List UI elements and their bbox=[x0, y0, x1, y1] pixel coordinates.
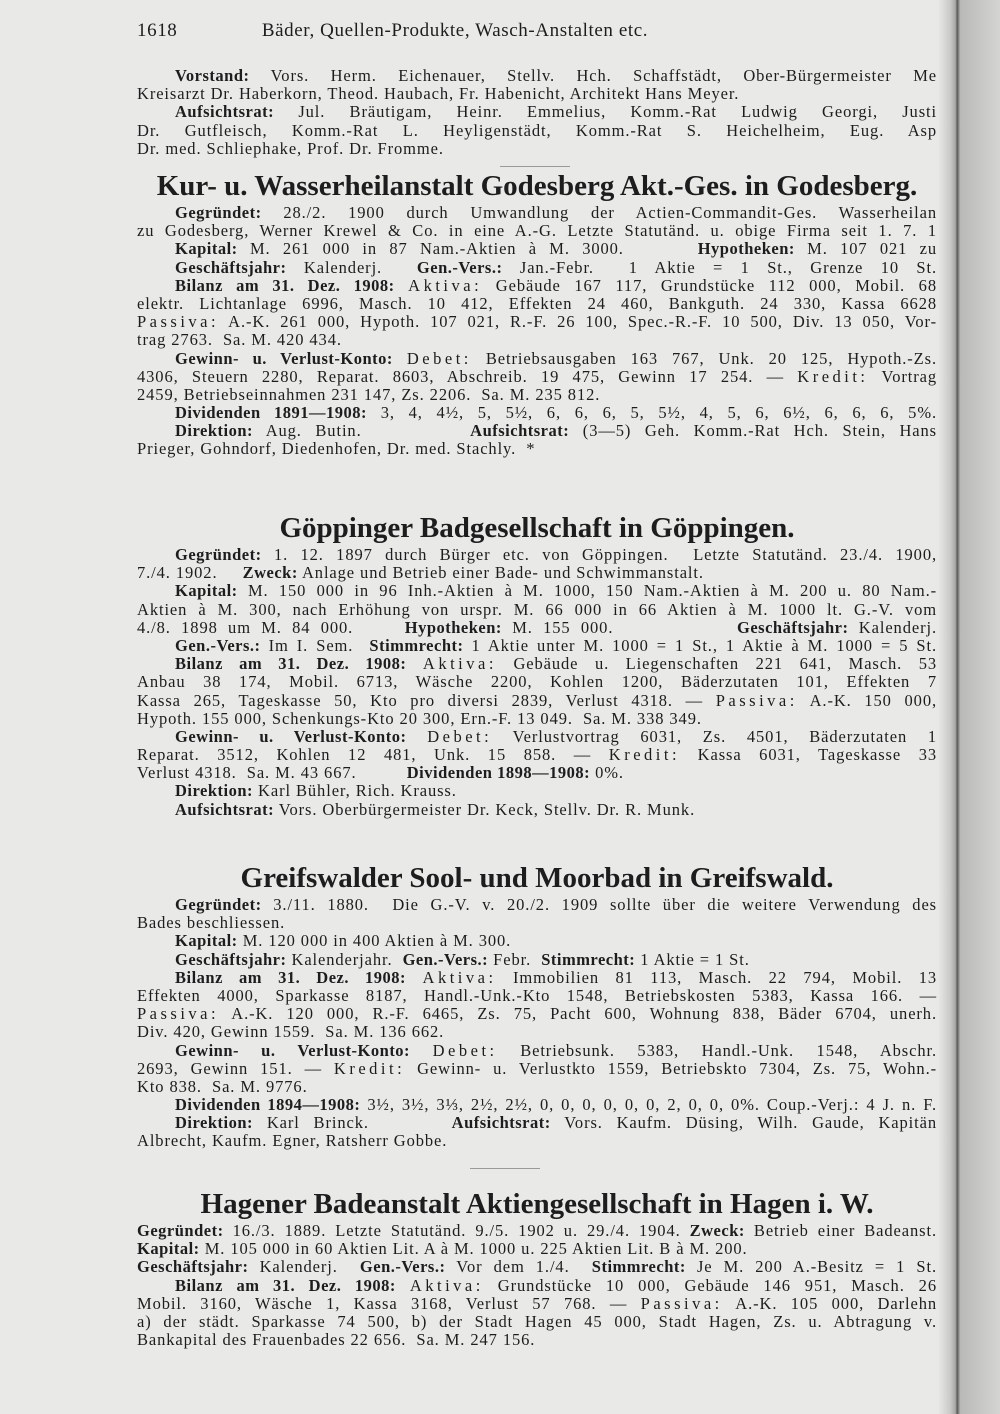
spaced-label: Aktiva: bbox=[422, 968, 497, 987]
field-label: Dividenden 1891—1908: bbox=[175, 404, 368, 423]
field-text: Verlust 4318. Sa. M. 43 667. bbox=[137, 764, 407, 783]
company-heading-goeppingen: Göppinger Badgesellschaft in Göppingen. bbox=[279, 512, 795, 544]
field-label: Bilanz am 31. Dez. 1908: bbox=[175, 968, 407, 987]
field-text bbox=[406, 969, 422, 987]
field-text: Bankapital des Frauenbades 22 656. Sa. M. 247 156. bbox=[137, 1331, 536, 1350]
text-line bbox=[137, 710, 937, 728]
field-text: Kreisarzt Dr. Haberkorn, Theod. Haubach, Fr. Habenicht, Architekt Hans Meyer. bbox=[137, 85, 740, 104]
field-text: 1. 12. 1897 durch Bürger etc. von Göppingen. Letzte Statutänd. 23./4. 1900, bbox=[261, 546, 937, 564]
field-text: 28./2. 1900 durch Umwandlung der Actien-Commandit-Ges. Wasserheilan bbox=[261, 204, 937, 222]
field-text: 4./8. 1898 um M. 84 000. bbox=[137, 618, 405, 637]
spaced-label: Debet: bbox=[406, 349, 472, 368]
field-text: Gebäude u. Liegenschaften 221 641, Masch. 53 bbox=[496, 655, 937, 674]
field-label: Dividenden 1898—1908: bbox=[406, 764, 591, 783]
text-line bbox=[137, 1042, 937, 1060]
field-label: Gen.-Vers.: bbox=[359, 1258, 446, 1277]
text-line bbox=[137, 204, 937, 222]
field-label: Bilanz am 31. Dez. 1908: bbox=[175, 1276, 396, 1295]
text-line bbox=[137, 404, 937, 422]
field-text: 0%. bbox=[590, 764, 624, 783]
field-text: Grundstücke 10 000, Gebäude 146 951, Masch. 26 bbox=[483, 1276, 937, 1295]
field-text: A.-K. 105 000, Darlehn bbox=[722, 1294, 937, 1313]
field-label: Aufsichtsrat: bbox=[175, 800, 275, 819]
text-line bbox=[137, 619, 937, 637]
field-text bbox=[410, 1042, 433, 1060]
field-label: Gegründet: bbox=[175, 204, 262, 222]
field-text: Kassa 6031, Tageskasse 33 bbox=[680, 746, 937, 765]
field-label: Dividenden 1894—1908: bbox=[175, 1096, 361, 1115]
field-text: Effekten 4000, Sparkasse 8187, Handl.-Unk.-Kto 1548, Betriebskosten 5383, Kassa 166. — bbox=[137, 986, 937, 1005]
field-text: 1 Aktie unter M. 1000 = 1 St., 1 Aktie à M. 1000 = 5 St. bbox=[463, 636, 937, 655]
company-entry-board-continuation bbox=[137, 67, 937, 158]
text-line bbox=[137, 103, 937, 121]
text-line bbox=[137, 1258, 937, 1276]
text-line bbox=[137, 746, 937, 764]
text-line bbox=[137, 1078, 937, 1096]
company-heading-godesberg: Kur- u. Wasserheilanstalt Godesberg Akt.-Ges. in Godesberg. bbox=[156, 170, 918, 202]
field-label: Hypotheken: bbox=[404, 618, 502, 637]
field-label: Direktion: bbox=[175, 1114, 254, 1133]
text-line bbox=[137, 1222, 937, 1240]
field-text: Dr. Gutfleisch, Komm.-Rat L. Heyligenstädt, Komm.-Rat S. Heichelheim, Eug. Asp bbox=[137, 121, 937, 140]
text-line bbox=[137, 582, 937, 600]
text-line bbox=[137, 313, 937, 331]
company-entry-greifswald bbox=[137, 896, 937, 1151]
text-line bbox=[137, 67, 937, 85]
field-text: Kassa 265, Tageskasse 50, Kto pro diversi 2839, Verlust 4318. — bbox=[137, 691, 716, 710]
field-text: M. 107 021 zu bbox=[794, 240, 937, 259]
field-label: Aufsichtsrat: bbox=[470, 422, 570, 441]
field-label: Geschäftsjahr: bbox=[737, 618, 849, 637]
field-text: M. 261 000 in 87 Nam.-Aktien à M. 3000. bbox=[237, 240, 698, 259]
spaced-label: Kredit: bbox=[608, 746, 681, 765]
spaced-label: Kredit: bbox=[797, 367, 869, 386]
company-entry-godesberg bbox=[137, 204, 937, 459]
spaced-label: Passiva: bbox=[137, 313, 220, 332]
text-line bbox=[137, 673, 937, 691]
text-line bbox=[137, 331, 937, 349]
field-text: Div. 420, Gewinn 1559. Sa. M. 136 662. bbox=[137, 1023, 445, 1042]
page-number: 1618 bbox=[137, 20, 178, 41]
text-line bbox=[137, 1005, 937, 1023]
field-text: (3—5) Geh. Komm.-Rat Hch. Stein, Hans bbox=[569, 422, 937, 441]
field-label: Gegründet: bbox=[137, 1222, 224, 1240]
section-divider bbox=[500, 166, 570, 167]
field-text: Gebäude 167 117, Grundstücke 112 000, Mobil. 68 bbox=[482, 276, 937, 295]
field-text: Karl Bühler, Rich. Krauss. bbox=[253, 782, 457, 801]
field-label: Kapital: bbox=[175, 932, 238, 951]
field-label: Gen.-Vers.: bbox=[402, 950, 489, 969]
field-label: Kapital: bbox=[137, 1240, 200, 1259]
spaced-label: Aktiva: bbox=[422, 655, 497, 674]
text-line bbox=[137, 655, 937, 673]
spaced-label: Kredit: bbox=[333, 1059, 406, 1078]
field-text bbox=[406, 728, 427, 746]
spaced-label: Aktiva: bbox=[408, 276, 483, 295]
text-line bbox=[137, 440, 937, 458]
field-text: M. 150 000 in 96 Inh.-Aktien à M. 1000, 150 Nam.-Aktien à M. 200 u. 80 Nam.- bbox=[237, 582, 937, 601]
field-text: 2693, Gewinn 151. — bbox=[137, 1059, 334, 1078]
field-label: Direktion: bbox=[175, 782, 254, 801]
field-text: M. 105 000 in 60 Aktien Lit. A à M. 1000 u. 225 Aktien Lit. B à M. 200. bbox=[199, 1240, 748, 1259]
text-line bbox=[137, 951, 937, 969]
text-line bbox=[137, 896, 937, 914]
company-heading-greifswald: Greifswalder Sool- und Moorbad in Greifswald. bbox=[240, 862, 834, 894]
field-text: a) der städt. Sparkasse 74 500, b) der Stadt Hagen 45 000, Stadt Hagen, Zs. u. Abtragung v. bbox=[137, 1312, 937, 1331]
field-label: Gewinn- u. Verlust-Konto: bbox=[175, 1041, 411, 1060]
text-line bbox=[137, 601, 937, 619]
field-text: Anlage und Betrieb einer Bade- und Schwimmanstalt. bbox=[297, 564, 704, 583]
company-heading-hagen: Hagener Badeanstalt Aktiengesellschaft in Hagen i. W. bbox=[200, 1188, 874, 1220]
text-line bbox=[137, 368, 937, 386]
text-line bbox=[137, 1096, 937, 1114]
field-text: elektr. Lichtanlage 6996, Masch. 10 412, Effekten 24 460, Bankguth. 24 330, Kassa 6628 bbox=[137, 294, 937, 313]
field-text: Vors. Kaufm. Düsing, Wilh. Gaude, Kapitän bbox=[550, 1114, 937, 1133]
field-text: trag 2763. Sa. M. 420 434. bbox=[137, 331, 342, 350]
field-text: Prieger, Gohndorf, Diedenhofen, Dr. med. Stachly. * bbox=[137, 440, 536, 459]
text-line bbox=[137, 122, 937, 140]
text-line bbox=[137, 728, 937, 746]
field-label: Aufsichtsrat: bbox=[175, 103, 275, 122]
text-line bbox=[137, 140, 937, 158]
field-text: Febr. bbox=[488, 950, 542, 969]
field-text: 4306, Steuern 2280, Reparat. 8603, Abschreib. 19 475, Gewinn 17 254. — bbox=[137, 367, 798, 386]
field-text: Betriebsausgaben 163 767, Unk. 20 125, Hypoth.-Zs. bbox=[471, 349, 937, 368]
field-label: Gen.-Vers.: bbox=[416, 258, 503, 277]
field-label: Zweck: bbox=[242, 564, 298, 583]
field-text: Jan.-Febr. 1 Aktie = 1 St., Grenze 10 St. bbox=[502, 258, 937, 277]
text-line bbox=[137, 1295, 937, 1313]
field-text: 1 Aktie = 1 St. bbox=[635, 950, 750, 969]
field-text: Karl Brinck. bbox=[253, 1114, 452, 1133]
field-label: Geschäftsjahr: bbox=[175, 258, 287, 277]
text-line bbox=[137, 1132, 937, 1150]
field-text: A.-K. 120 000, R.-F. 6465, Zs. 75, Pacht 600, Wohnung 838, Bäder 6704, unerh. bbox=[219, 1005, 937, 1024]
field-text: Gewinn- u. Verlustkto 1559, Betriebskto 7304, Zs. 75, Wohn.- bbox=[405, 1059, 937, 1078]
text-line bbox=[137, 1240, 937, 1258]
field-text: Hypoth. 155 000, Schenkungs-Kto 20 300, Ern.-F. 13 049. Sa. M. 338 349. bbox=[137, 709, 702, 728]
field-text: Reparat. 3512, Kohlen 12 481, Unk. 15 858. — bbox=[137, 746, 609, 765]
field-label: Vorstand: bbox=[175, 67, 250, 85]
text-line bbox=[137, 914, 937, 932]
running-header: Bäder, Quellen-Produkte, Wasch-Anstalten etc. bbox=[261, 20, 649, 41]
text-line bbox=[137, 692, 937, 710]
text-line bbox=[137, 969, 937, 987]
field-text: zu Godesberg, Werner Krewel & Co. in eine A.-G. Letzte Statutänd. u. obige Firma seit 1. 7. 1 bbox=[137, 222, 937, 241]
field-text: Vor dem 1./4. bbox=[445, 1258, 592, 1277]
field-text: Im I. Sem. bbox=[260, 636, 370, 655]
field-text: 7./4. 1902. bbox=[137, 564, 243, 583]
text-line bbox=[137, 764, 937, 782]
field-text: Dr. med. Schliephake, Prof. Dr. Fromme. bbox=[137, 139, 444, 158]
field-text: M. 155 000. bbox=[501, 618, 738, 637]
field-text: Betrieb einer Badeanst. bbox=[744, 1222, 937, 1240]
field-text: Jul. Bräutigam, Heinr. Emmelius, Komm.-Rat Ludwig Georgi, Justi bbox=[274, 103, 937, 122]
field-label: Bilanz am 31. Dez. 1908: bbox=[175, 655, 407, 674]
text-line bbox=[137, 1060, 937, 1078]
field-label: Bilanz am 31. Dez. 1908: bbox=[175, 276, 395, 295]
field-text: Immobilien 81 113, Masch. 22 794, Mobil. 13 bbox=[496, 968, 937, 987]
field-text: Vors. Oberbürgermeister Dr. Keck, Stellv. Dr. R. Munk. bbox=[274, 800, 696, 819]
field-text: 16./3. 1889. Letzte Statutänd. 9./5. 1902 u. 29./4. 1904. bbox=[223, 1222, 690, 1240]
field-text: Aug. Butin. bbox=[253, 422, 471, 441]
text-line bbox=[137, 782, 937, 800]
field-label: Geschäftsjahr: bbox=[175, 950, 287, 969]
text-line bbox=[137, 85, 937, 103]
field-text: M. 120 000 in 400 Aktien à M. 300. bbox=[237, 932, 512, 951]
field-text: Mobil. 3160, Wäsche 1, Kassa 3168, Verlust 57 768. — bbox=[137, 1294, 641, 1313]
text-line bbox=[137, 637, 937, 655]
field-text: Verlustvortrag 6031, Zs. 4501, Bäderzutaten 1 bbox=[492, 727, 937, 746]
field-label: Gen.-Vers.: bbox=[175, 636, 261, 655]
field-text: Albrecht, Kaufm. Egner, Ratsherr Gobbe. bbox=[137, 1132, 448, 1151]
field-text: A.-K. 150 000, bbox=[797, 691, 937, 710]
text-line bbox=[137, 350, 937, 368]
text-line bbox=[137, 564, 937, 582]
text-line bbox=[137, 295, 937, 313]
text-line bbox=[137, 1313, 937, 1331]
text-line bbox=[137, 1277, 937, 1295]
text-line bbox=[137, 1114, 937, 1132]
field-text: Betriebsunk. 5383, Handl.-Unk. 1548, Abschr. bbox=[497, 1041, 937, 1060]
field-label: Zweck: bbox=[689, 1222, 745, 1240]
spaced-label: Passiva: bbox=[715, 691, 798, 710]
field-text: Vors. Herm. Eichenauer, Stellv. Hch. Schaffstädt, Ober-Bürgermeister Me bbox=[249, 67, 937, 85]
text-line bbox=[137, 277, 937, 295]
field-text: Anbau 38 174, Mobil. 6713, Wäsche 2200, Kohlen 1200, Bäderzutaten 101, Effekten 7 bbox=[137, 673, 937, 692]
field-label: Stimmrecht: bbox=[541, 950, 636, 969]
field-text: Aktien à M. 300, nach Erhöhung von urspr. M. 66 000 in 66 Aktien à M. 1000 lt. G.-V. vom bbox=[137, 600, 937, 619]
field-label: Stimmrecht: bbox=[369, 636, 464, 655]
field-label: Kapital: bbox=[175, 240, 238, 259]
field-text: Kalenderjahr. bbox=[286, 950, 403, 969]
field-text: Kalenderj. bbox=[286, 258, 417, 277]
field-label: Stimmrecht: bbox=[591, 1258, 686, 1277]
text-line bbox=[137, 259, 937, 277]
field-text: 3, 4, 4½, 5, 5½, 6, 6, 6, 5, 5½, 4, 5, 6, 6½, 6, 6, 6, 5%. bbox=[367, 404, 937, 423]
text-line bbox=[137, 932, 937, 950]
section-divider bbox=[470, 1168, 540, 1169]
text-line bbox=[137, 801, 937, 819]
field-label: Gegründet: bbox=[175, 896, 262, 914]
field-text: A.-K. 261 000, Hypoth. 107 021, R.-F. 26 100, Spec.-R.-F. 10 500, Div. 13 050, Vor- bbox=[219, 313, 937, 332]
field-label: Aufsichtsrat: bbox=[451, 1114, 551, 1133]
spaced-label: Passiva: bbox=[640, 1294, 723, 1313]
text-line bbox=[137, 240, 937, 258]
text-line bbox=[137, 1023, 937, 1041]
field-text: Kalenderj. bbox=[248, 1258, 360, 1277]
field-label: Kapital: bbox=[175, 582, 238, 601]
field-label: Hypotheken: bbox=[697, 240, 795, 259]
field-label: Gegründet: bbox=[175, 546, 262, 564]
field-text bbox=[393, 350, 407, 368]
page-edge-shadow bbox=[938, 0, 1000, 1414]
spaced-label: Aktiva: bbox=[409, 1276, 484, 1295]
field-label: Gewinn- u. Verlust-Konto: bbox=[175, 727, 407, 746]
field-text bbox=[396, 1277, 410, 1295]
field-text bbox=[406, 655, 423, 673]
text-line bbox=[137, 546, 937, 564]
company-entry-hagen bbox=[137, 1222, 937, 1349]
company-entry-goeppingen bbox=[137, 546, 937, 819]
field-text: 3./11. 1880. Die G.-V. v. 20./2. 1909 sollte über die weitere Verwendung des bbox=[261, 896, 937, 914]
field-label: Geschäftsjahr: bbox=[137, 1258, 249, 1277]
field-label: Direktion: bbox=[175, 422, 254, 441]
text-line bbox=[137, 422, 937, 440]
field-text: Kto 838. Sa. M. 9776. bbox=[137, 1077, 308, 1096]
field-text: Kalenderj. bbox=[848, 618, 937, 637]
spaced-label: Debet: bbox=[432, 1041, 498, 1060]
field-text: Bades beschliessen. bbox=[137, 914, 286, 933]
field-text: 3½, 3½, 3⅓, 2½, 2½, 0, 0, 0, 0, 0, 0, 2, 0, 0, 0%. Coup.-Verj.: 4 J. n. F. bbox=[360, 1096, 937, 1115]
spaced-label: Debet: bbox=[427, 727, 493, 746]
field-label: Gewinn- u. Verlust-Konto: bbox=[175, 349, 393, 368]
text-line bbox=[137, 987, 937, 1005]
spaced-label: Passiva: bbox=[137, 1005, 220, 1024]
text-line bbox=[137, 386, 937, 404]
field-text: 2459, Betriebseinnahmen 231 147, Zs. 2206. Sa. M. 235 812. bbox=[137, 385, 601, 404]
text-line bbox=[137, 1331, 937, 1349]
field-text: Vortrag bbox=[868, 367, 937, 386]
text-line bbox=[137, 222, 937, 240]
field-text bbox=[395, 277, 409, 295]
field-text: Je M. 200 A.-Besitz = 1 St. bbox=[685, 1258, 937, 1277]
